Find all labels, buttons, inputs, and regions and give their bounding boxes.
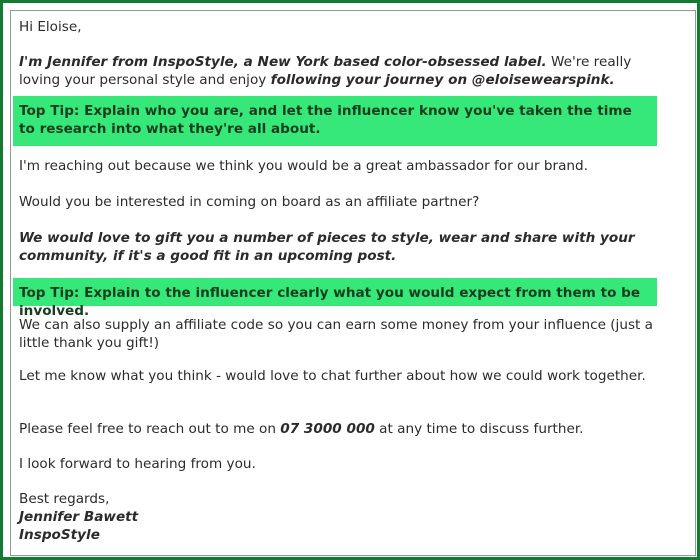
- sender-name: Jennifer Bawett: [19, 509, 139, 525]
- top-tip-2: Top Tip: Explain to the influencer clearly what you would expect from them to be involved.: [13, 278, 657, 306]
- intro-rest: We're really loving your personal style and enjoy: [19, 54, 632, 88]
- signoff: Best regards,: [19, 491, 110, 507]
- reaching-out: I'm reaching out because we think you would be a great ambassador for our brand.: [19, 158, 588, 174]
- greeting: [19, 18, 659, 36]
- contact-line: Please feel free to reach out to me on 07 3000 000 at any time to discuss further.: [19, 421, 584, 437]
- intro-bold: I'm Jennifer from InspoStyle, a New York based color-obsessed label.: [19, 54, 547, 70]
- intro-paragraph: [19, 53, 659, 89]
- affiliate-question: Would you be interested in coming on board as an affiliate partner?: [19, 194, 480, 210]
- top-tip-1: Top Tip: Explain who you are, and let the influencer know you've taken the time to research into what they're all about.: [13, 96, 657, 146]
- phone-number: 07 3000 000: [280, 421, 375, 437]
- sender-company: InspoStyle: [19, 527, 100, 543]
- forward-line: I look forward to hearing from you.: [19, 456, 256, 472]
- intro-bold-handle: following your journey on @eloisewearspink.: [270, 72, 615, 88]
- greeting-text: Hi Eloise,: [19, 19, 82, 35]
- signature-block: [19, 490, 659, 544]
- affiliate-code: We can also supply an affiliate code so you can earn some money from your influence (just a little thank you gift!): [19, 317, 654, 351]
- gift-offer: We would love to gift you a number of pieces to style, wear and share with your community, if it's a good fit in an upcoming post.: [19, 230, 635, 264]
- let-me-know: Let me know what you think - would love to chat further about how we could work together.: [19, 368, 646, 384]
